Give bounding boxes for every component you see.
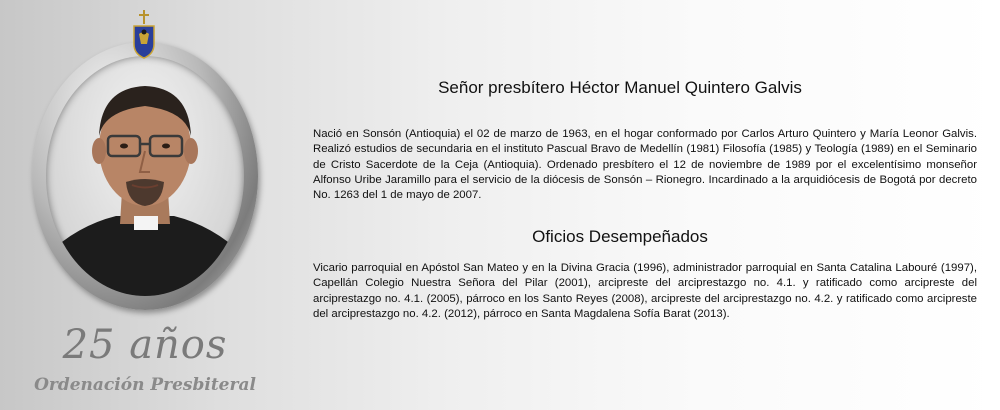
priest-portrait-photo (46, 56, 244, 296)
anniversary-years: 25 años (62, 322, 228, 368)
offices-text: Vicario parroquial en Apóstol San Mateo y en la Divina Gracia (1996), administrador parroquial en Santa Catalina Labouré (1997), Capellán Colegio Nuestra Señora del Pilar (2001), arcipreste del arciprestazgo no. 4.1. y ratificado como arcipreste del arciprestazgo no. 4.1. (2005), párroco en los Santo Reyes (2008), arcipreste del arciprestazgo no. 4.2. y ratificado como arcipreste del arciprestazgo no. 4.2. (2012), párroco en Santa Magdalena Sofía Barat (2013). (313, 262, 977, 320)
anniversary-caption: Ordenación Presbiteral (34, 375, 256, 395)
oval-frame (32, 42, 258, 310)
portrait-panel (0, 0, 290, 410)
biography-title: Señor presbítero Héctor Manuel Quintero Galvis (438, 78, 802, 97)
offices-title: Oficios Desempeñados (532, 227, 708, 246)
portrait-illustration (46, 56, 244, 296)
biography-text: Nació en Sonsón (Antioquia) el 02 de marzo de 1963, en el hogar conformado por Carlos Arturo Quintero y María Leonor Galvis. Realizó estudios de secundaria en el instituto Pascual Bravo de Medellín (1981) Filosofía (1985) y Teología (1989) en el Seminario de Cristo Sacerdote de la Ceja (Antioquia). Ordenado presbítero el 12 de noviembre de 1989 por el excelentísimo monseñor Alfonso Uribe Jaramillo para el servicio de la diócesis de Sonsón – Rionegro. Incardinado a la arquidiócesis de Bogotá por decreto No. 1263 del 1 de mayo de 2007. (313, 128, 977, 202)
archdiocese-crest-icon (131, 10, 157, 60)
